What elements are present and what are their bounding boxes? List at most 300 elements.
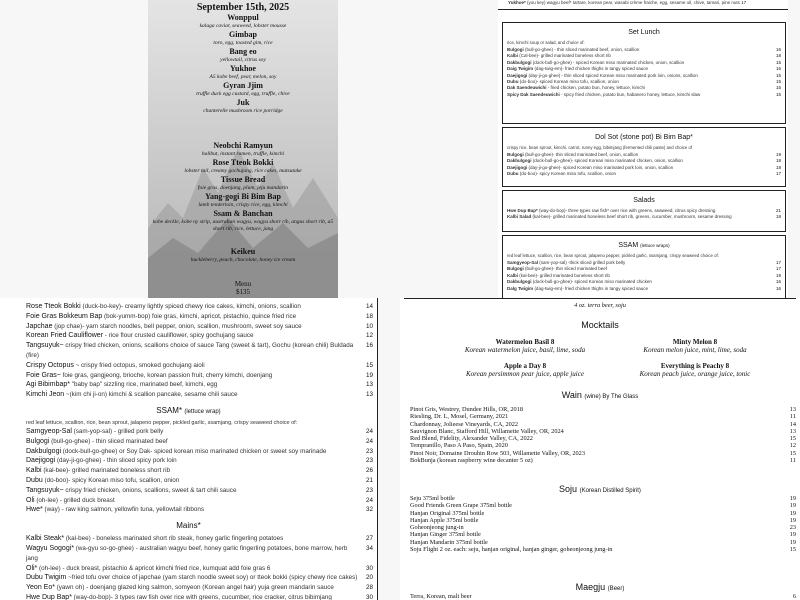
item-text <box>26 583 334 593</box>
menu-item <box>0 456 377 466</box>
wine-title: Wain <box>561 390 582 400</box>
menu-item <box>0 544 377 564</box>
item-name: Rose Tteok Bokki <box>26 303 81 310</box>
menu-item <box>0 505 377 515</box>
dinner-menu-panel <box>0 298 378 600</box>
item-price: 14 <box>365 303 373 310</box>
item-name: Dubu <box>507 79 519 85</box>
dol-sot-box <box>502 127 786 187</box>
menu-item <box>0 564 377 574</box>
ssam-title: SSAM <box>618 242 639 249</box>
drink-price: 12 <box>789 442 796 450</box>
item-text <box>26 544 359 564</box>
mocktail-name-text: Everything is Peachy <box>660 362 724 370</box>
menu-item <box>0 496 377 506</box>
item-desc: (duck-bo-key)- creamy lightly spiced chewy rice cakes, kimchi, onions, scallion <box>82 303 301 310</box>
drink-name: Pinot Noir, Domaine Drouhin Row 503, Willamette Valley, OR, 2023 <box>410 449 585 457</box>
item-price: 23 <box>365 486 373 494</box>
item-desc: (bull-go-ghee)- thin sliced marinated beef <box>525 266 608 272</box>
item-text <box>26 564 270 574</box>
item-desc: (dag-twig-em)- fried chicken thighs in tangy spiced sauce <box>534 66 648 72</box>
menu-item <box>0 331 377 341</box>
mocktail-desc: Korean melon juice, mint, lime, soda <box>643 346 747 354</box>
item-price: 15 <box>365 361 373 369</box>
item-text <box>26 496 115 506</box>
mocktail-desc: Korean watermelon juice, basil, lime, soda <box>464 346 586 354</box>
item-name: Foie Gras~ <box>26 371 61 379</box>
item-text <box>507 286 769 292</box>
drink-price: 14 <box>789 420 796 428</box>
item-name: Hwe* <box>26 506 43 514</box>
item-price: 17 <box>775 266 781 272</box>
mocktail-item <box>450 338 600 354</box>
menu-price: $135 <box>236 288 250 296</box>
drink-item <box>400 539 800 546</box>
item-text <box>26 341 359 361</box>
item-name: Daejigogi <box>507 164 528 170</box>
course-name: Wonppul <box>227 13 259 22</box>
drink-price: 19 <box>789 538 796 546</box>
menu-item <box>0 486 377 496</box>
item-name: Kalbi <box>26 467 42 475</box>
item-text <box>507 214 769 220</box>
menu-item <box>0 437 377 447</box>
drinks-menu-panel <box>400 298 800 600</box>
item-name: Dubu Twigim <box>26 574 67 582</box>
item-text <box>26 302 301 312</box>
item-desc: - spicy fried chicken, potato bun, habanero honey, lettuce, kimchi slaw <box>561 91 701 97</box>
item-name: Hwe Dup Bap* <box>26 593 72 600</box>
item-price: 30 <box>365 593 373 600</box>
menu-item <box>507 92 781 98</box>
drink-price: 19 <box>789 531 796 539</box>
item-desc: (kal-bee)- grilled marinated boneless short rib <box>43 467 171 475</box>
item-price: 32 <box>365 506 373 514</box>
course-desc: A5 kobe beef, pear, melon, soy <box>209 74 277 80</box>
item-desc: (bull-go-ghee) - thin sliced marinated beef <box>51 437 168 445</box>
menu-item <box>507 171 781 177</box>
course-list <box>148 13 338 115</box>
drink-price: 11 <box>789 457 796 465</box>
mocktail-desc: Korean persimmon pear juice, apple juice <box>466 370 584 378</box>
drink-name: Red Blend, Fidelity, Alexander Valley, CA, 2022 <box>410 435 533 443</box>
mocktail-price: 8 <box>725 362 730 370</box>
drink-price: 15 <box>789 449 796 457</box>
wine-sub: (wine) By The Glass <box>584 394 639 400</box>
course-name: Yang-gogi Bi Bim Bap <box>205 192 281 201</box>
drink-item <box>400 524 800 531</box>
item-text <box>26 447 326 457</box>
item-name: Daig Twigim <box>507 66 534 72</box>
mocktail-price: 8 <box>713 338 718 346</box>
course-desc: kaluga caviar, seaweed, lobster mousse <box>199 23 287 29</box>
drink-price: 19 <box>789 502 796 510</box>
drink-price: 15 <box>789 435 796 443</box>
ssam-box <box>502 235 786 298</box>
menu-item <box>0 312 377 322</box>
item-price: 21 <box>775 208 781 213</box>
mocktail-item <box>620 362 770 378</box>
item-name: Tangsuyuk~ <box>26 486 64 494</box>
mocktail-name <box>450 362 600 370</box>
item-desc: (do-boo)- spicy Korean miso tofu, scallion, onion <box>44 476 180 484</box>
mocktail-name <box>620 362 770 370</box>
mocktail-name <box>450 338 600 346</box>
drink-item <box>400 593 800 600</box>
maegju-sub: (Beer) <box>607 586 625 592</box>
drink-item <box>400 546 800 553</box>
menu-date: September 15th, 2025 <box>196 2 290 13</box>
soju-sub: (Korean Distilled Spirit) <box>579 488 641 494</box>
item-price: 16 <box>775 285 781 291</box>
item-desc: (jop chae)- yam starch noodles, bell pepper, onion, scallion, mushroom, sweet soy sauce <box>54 322 302 330</box>
item-desc: (bull-go-ghee) - thin sliced marinated beef, onion, scallion <box>525 47 640 52</box>
drink-name: Terra, Korean, malt beer <box>410 593 472 600</box>
item-desc: (do-boo)- spicy Korean miso tofu, scallion, onion <box>519 171 617 177</box>
drink-name: Goheonjeong jung-in <box>410 524 464 532</box>
item-desc: foie gras, gangjeong, brioche, korean passion fruit, cherry kimchi, doenjang <box>62 371 273 379</box>
item-name: Samgyeop-Sal <box>507 260 539 265</box>
lunch-menu-panel <box>498 0 788 298</box>
ssam-title-sub: (lettuce wraps) <box>640 243 670 248</box>
item-name: Dalg Twigim <box>507 285 534 291</box>
drink-price: 11 <box>789 413 796 421</box>
course-desc: foie gras, doenjang, plum, jeju mandarin <box>197 185 289 191</box>
dol-sot-title: Dol Sot (stone pot) Bi Bim Bap* <box>595 134 693 141</box>
item-text <box>26 371 272 381</box>
dessert-desc: huckleberry, peach, chocolate, honey ice cream <box>190 257 296 263</box>
item-desc: (yawn oh) - doenjang glazed king salmon, somyeon (Korean angel hair) yuja green mandarin sauce <box>56 584 334 592</box>
mocktail-name <box>620 338 770 346</box>
set-lunch-sub: rice, kimchi soup or salad, and choice of: <box>507 40 585 45</box>
item-name: Dakbulgogi <box>26 447 62 455</box>
course-desc: toro, egg, toasted gim, rice <box>213 40 273 46</box>
mocktail-desc: Korean peach juice, orange juice, tonic <box>639 370 751 378</box>
item-price: 16 <box>775 66 781 72</box>
menu-item <box>0 322 377 332</box>
course-name: Gyran Jjim <box>223 81 263 90</box>
item-text <box>26 312 296 322</box>
drink-name: BokBunja (korean raspberry wine decanter 5 oz) <box>410 457 533 465</box>
yukhoe-line: Yukhoe* (you key) wagyu beef* tartare, korean pear, wasabi crème fraiche, egg, sesame oil, chive, tamari, pine nuts 17 <box>508 0 747 5</box>
item-price: 19 <box>775 272 781 278</box>
mocktail-name-text: Minty Melon <box>672 338 712 346</box>
item-desc: (way-do-bop)- 3 types raw fish over rice with greens, cucumber, rice cracker, citrus bibimjang <box>73 593 332 600</box>
item-desc: (dock-bull-go-ghee) - spiced Korean miso marinated chicken, onion, scallion <box>532 59 685 65</box>
item-text <box>26 427 163 437</box>
item-desc: (day-ji-go-ghee) - thin sliced spicy pork loin <box>56 457 177 465</box>
item-text <box>26 593 332 600</box>
item-name: Yeon Eo* <box>26 584 55 592</box>
menu-item <box>0 583 377 593</box>
course-name: Ssam & Banchan <box>213 209 273 218</box>
item-name: Daejigogi <box>26 457 56 465</box>
item-text <box>26 505 204 515</box>
item-desc: (day-ji-go-ghee)- spiced Korean miso marinated pork loin, onion, scallion <box>528 164 674 170</box>
item-price: 16 <box>365 342 373 350</box>
item-desc: (Cal-bee)- grilled marinated boneless short rib <box>519 53 611 59</box>
item-name: Dakbulgogi <box>507 59 532 65</box>
item-name: Dakbulgogi <box>507 279 532 285</box>
item-name: Kalbi <box>507 53 519 59</box>
item-price: 15 <box>775 91 781 97</box>
item-desc: (dock-bull-go-ghee)- spiced Korean miso marinated chicken, onion, scallion <box>532 158 683 164</box>
item-name: Kimchi Jeon <box>26 391 65 399</box>
menu-item <box>0 302 377 312</box>
item-price: 15 <box>775 85 781 91</box>
item-price: 18 <box>775 164 781 170</box>
course-name: Juk <box>236 98 250 107</box>
item-price: 16 <box>775 279 781 285</box>
drink-price: 15 <box>789 546 796 554</box>
menu-label: Menu <box>234 280 252 288</box>
drink-price: 6 <box>792 593 796 600</box>
item-price: 24 <box>365 427 373 435</box>
drink-price: 19 <box>789 495 796 502</box>
course-desc: truffle duck egg custard, egg, truffle, chive <box>196 91 290 97</box>
course-name: Rose Tteok Bokki <box>212 158 274 167</box>
item-name: Bulgogi <box>507 152 524 157</box>
item-name: Korean Fried Cauliflower <box>26 332 104 340</box>
item-desc: (do-boo)- spiced Korean miso tofu, scallion, onion <box>519 79 619 85</box>
drink-name: Seju 375ml bottle <box>410 495 455 502</box>
item-text <box>26 456 177 466</box>
drink-item <box>400 413 800 420</box>
menu-item <box>0 341 377 361</box>
item-price: 18 <box>775 53 781 59</box>
course-desc: chanterelle mushroom rice porridge <box>203 108 283 114</box>
item-desc: (sam-yop-sal) - grilled pork belly <box>73 427 164 435</box>
item-desc: (kal-bee)- grilled marinated boneless beef short rib, greens, cucumber, mushroom, sesame dressing <box>532 214 732 220</box>
item-name: Oli* <box>26 564 38 572</box>
item-text <box>26 380 217 390</box>
drink-item <box>400 531 800 538</box>
mocktail-item <box>450 362 600 378</box>
drink-name: Hanjan Apple 375ml bottle <box>410 516 479 524</box>
course-desc: lobster tail, creamy gochujang, rice cakes, matsutake <box>184 168 302 174</box>
dessert-name: Keikeu <box>230 247 256 256</box>
drink-name: Riesling, Dr. L, Mosel, Germany, 2021 <box>410 413 509 421</box>
course-desc: kobe deckle, kobe ny strip, australian wagyu, wagyu short rib, angus short rib, a5 short rib, rice, lettuce, jang <box>152 219 334 232</box>
item-name: Dubu <box>507 171 519 177</box>
item-name: Kalbi Salad <box>507 214 532 220</box>
item-name: Wagyu Sogogi* <box>26 544 74 552</box>
menu-item <box>507 214 781 220</box>
item-desc: - rice flour crusted cauliflower, spicy gochujang sauce <box>104 332 254 340</box>
item-name: Dubu <box>26 476 43 484</box>
item-price: 13 <box>365 391 373 399</box>
item-text <box>26 573 357 583</box>
drink-price: 23 <box>789 524 796 532</box>
drink-item <box>400 457 800 464</box>
item-text <box>26 361 205 371</box>
drink-name: Chardonnay, Jolieese Vineyards, CA, 2022 <box>410 420 519 428</box>
item-price: 26 <box>365 467 373 475</box>
item-price: 28 <box>365 584 373 592</box>
item-desc: (day-ji-go-ghee) - thin sliced spiced Korean miso marinated pork loin, onions, scallion <box>528 72 698 78</box>
menu-item <box>0 390 377 400</box>
item-desc: (wa-gyu so-go-ghee) - australian wagyu beef, honey garlic fingerling potatoes, bone marrow, herb jang <box>26 544 348 562</box>
drink-item <box>400 502 800 509</box>
item-text <box>26 466 170 476</box>
item-desc: (bull-go-ghee)- thin sliced marinated beef, onion, scallion <box>525 152 639 157</box>
item-desc: (kal-bee) - boneless marinated short rib steak, honey garlic fingerling potatoes <box>65 535 284 543</box>
item-price: 23 <box>365 457 373 465</box>
item-name: Dak Saendeuwichi <box>507 85 547 91</box>
item-name: Oli <box>26 496 35 504</box>
item-price: 15 <box>775 59 781 65</box>
mocktail-price: 8 <box>550 338 555 346</box>
mocktail-price: 8 <box>542 362 547 370</box>
item-name: Samgyeop-Sal <box>26 427 72 435</box>
item-desc: "baby bap" sizzling rice, marinated beef, kimchi, egg <box>71 381 218 389</box>
drink-name: Hanjan Ginger 375ml bottle <box>410 531 481 539</box>
item-desc: (oh-lee) - grilled duck breast <box>36 496 115 504</box>
menu-item <box>0 361 377 371</box>
menu-item <box>0 534 377 544</box>
item-text <box>26 534 283 544</box>
item-desc: ~fried tofu over choice of japchae (yam starch noodle sweet soy) or tteok bokki (spicy chewy rice cakes) <box>68 574 358 582</box>
item-price: 19 <box>775 152 781 157</box>
drink-price: 13 <box>789 406 796 413</box>
item-price: 24 <box>365 437 373 445</box>
drink-name: Sauvignon Blanc, Stafford Hill, Willamette Valley, OR, 2024 <box>410 427 564 435</box>
mocktail-name-text: Watermelon Basil <box>495 338 550 346</box>
item-text <box>507 171 769 177</box>
item-desc: ~ crispy fried octopus, smoked gochujang aioli <box>75 361 205 369</box>
item-desc: - fried chicken, potato bun, honey, lettuce, kimchi <box>547 85 645 91</box>
item-name: Daejigogi <box>507 72 528 78</box>
drink-item <box>400 421 800 428</box>
item-name: Hwe Dup Bap* <box>507 208 538 213</box>
item-text <box>26 486 236 496</box>
menu-item <box>0 427 377 437</box>
item-price: 15 <box>775 79 781 85</box>
soju-line: 4 oz. terra beer, soju <box>574 302 626 309</box>
set-lunch-box <box>502 22 786 124</box>
drink-item <box>400 435 800 442</box>
item-price: 27 <box>365 535 373 543</box>
mocktail-item <box>620 338 770 354</box>
item-desc: crispy fried chicken, onions, scallions, sweet & tart chili sauce <box>65 486 237 494</box>
mains-title: Mains* <box>176 521 201 531</box>
item-price: 17 <box>775 260 781 265</box>
drink-item <box>400 428 800 435</box>
item-text <box>26 390 238 400</box>
item-name: Foie Gras Bokkeum Bap <box>26 312 103 320</box>
item-text <box>26 476 179 486</box>
item-name: Japchae <box>26 322 53 330</box>
item-desc: (way) - raw king salmon, yellowfin tuna, yellowtail ribbons <box>44 506 205 514</box>
item-desc: (way-do-bop)- three types raw fish* over rice with greens, seaweed, citrus spicy dressing <box>539 208 716 213</box>
menu-item <box>0 447 377 457</box>
item-desc: (sam-yop-sal) -thick sliced grilled pork belly <box>539 260 626 265</box>
item-desc: crispy fried chicken, onions, scallions choice of sauce Tang (sweet & tart), Gochu (korean chili) Buldada (fire) <box>26 342 354 359</box>
tasting-menu-panel <box>148 0 338 298</box>
drink-name: Good Friends Green Grape 375ml bottle <box>410 502 512 510</box>
ssam-sub: red leaf lettuce, scallion, rice, bean sprout, jalapeno pepper, pickled garlic, ssamjang, crispy seaweed choice of: <box>507 253 719 258</box>
salads-box <box>502 190 786 232</box>
mocktails-title: Mocktails <box>581 320 619 330</box>
item-price: 18 <box>775 214 781 220</box>
soju-title: Soju <box>559 484 578 494</box>
item-name: Bulgogi <box>507 47 524 52</box>
item-name: Kalbi <box>507 272 519 278</box>
mocktail-name-text: Apple a Day <box>503 362 541 370</box>
course-desc: halibut, instant ramen, truffle, kimchi <box>201 151 285 157</box>
drink-name: Tempranillo, Paso A Paso, Spain, 2020 <box>410 442 508 450</box>
item-price: 13 <box>365 381 373 389</box>
item-desc: (oh-lee) - duck breast, pistachio & apricot kimchi fried rice, kumquat add foie gras 6 <box>39 564 271 572</box>
item-desc: (kal-bee)- grilled marinated boneless short rib <box>519 272 610 278</box>
item-name: Tangsuyuk~ <box>26 342 64 350</box>
drink-item <box>400 442 800 449</box>
drink-name: Soju Flight 2 oz. each: seju, hanjan original, hanjan ginger, goheonjeong jung-in <box>410 546 613 554</box>
drink-price: 19 <box>789 509 796 517</box>
item-price: 20 <box>365 574 373 582</box>
menu-item <box>0 380 377 390</box>
menu-item <box>0 593 377 600</box>
course-name: Neobchi Ramyun <box>213 141 273 150</box>
item-name: Dakbulgogi <box>507 158 532 164</box>
salads-title: Salads <box>633 197 655 204</box>
menu-item <box>507 286 781 292</box>
item-desc: (dock-bull-go-ghee) or Soy Dak- spiced korean miso marinated chicken or sweet soy marinade <box>62 447 327 455</box>
item-desc: (dag-twig-em)- fried chicken thighs in tangy spiced sauce <box>534 285 648 291</box>
item-price: 18 <box>775 158 781 164</box>
menu-item <box>0 466 377 476</box>
drink-item <box>400 517 800 524</box>
drink-name: Hanjan Mandarin 375ml bottle <box>410 538 488 546</box>
dol-sot-sub: crispy rice, bean sprout, kimchi, carrot, runny egg, bibimjang (fermented chili paste) and choice of <box>507 145 693 150</box>
item-text <box>26 322 302 332</box>
item-name: Kalbi Steak* <box>26 535 65 543</box>
menu-item <box>0 371 377 381</box>
drink-price: 13 <box>789 427 796 435</box>
item-name: Bulgogi <box>26 437 50 445</box>
item-desc: (dock-bull-go-ghee)- spiced Korean miso marinated chicken <box>532 279 652 285</box>
item-price: 24 <box>365 496 373 504</box>
drink-item <box>400 406 800 413</box>
course-list-2 <box>148 141 338 233</box>
item-price: 16 <box>775 47 781 52</box>
drink-name: Pinot Gris, Westrey, Dundee Hills, OR, 2018 <box>410 406 524 413</box>
drink-item <box>400 495 800 502</box>
menu-item <box>0 573 377 583</box>
course-name: Gimbap <box>228 30 257 39</box>
item-text <box>507 92 769 98</box>
set-lunch-title: Set Lunch <box>628 29 660 36</box>
item-price: 12 <box>365 332 373 340</box>
item-name: Agi Bibimbap* <box>26 381 70 389</box>
course-desc: lamb tenderloin, crispy rice, egg, kimchi <box>198 202 288 208</box>
item-text <box>26 437 168 447</box>
item-price: 30 <box>365 564 373 572</box>
item-price: 23 <box>365 447 373 455</box>
course-name: Bang eo <box>229 47 257 56</box>
bl-ssam-sub: red leaf lettuce, scallion, rice, bean sprout, jalapeno pepper, pickled garlic, ssamjang, crispy seaweed choice of: <box>26 419 298 426</box>
item-name: Crispy Octopus <box>26 361 74 369</box>
menu-item <box>0 476 377 486</box>
item-price: 18 <box>365 312 373 320</box>
course-desc: yellowtail, citrus soy <box>220 57 266 63</box>
item-price: 10 <box>365 322 373 330</box>
item-price: 34 <box>365 544 373 552</box>
item-price: 15 <box>775 72 781 78</box>
drink-item <box>400 510 800 517</box>
item-price: 21 <box>365 476 373 484</box>
item-name: Bulgogi <box>507 266 524 272</box>
